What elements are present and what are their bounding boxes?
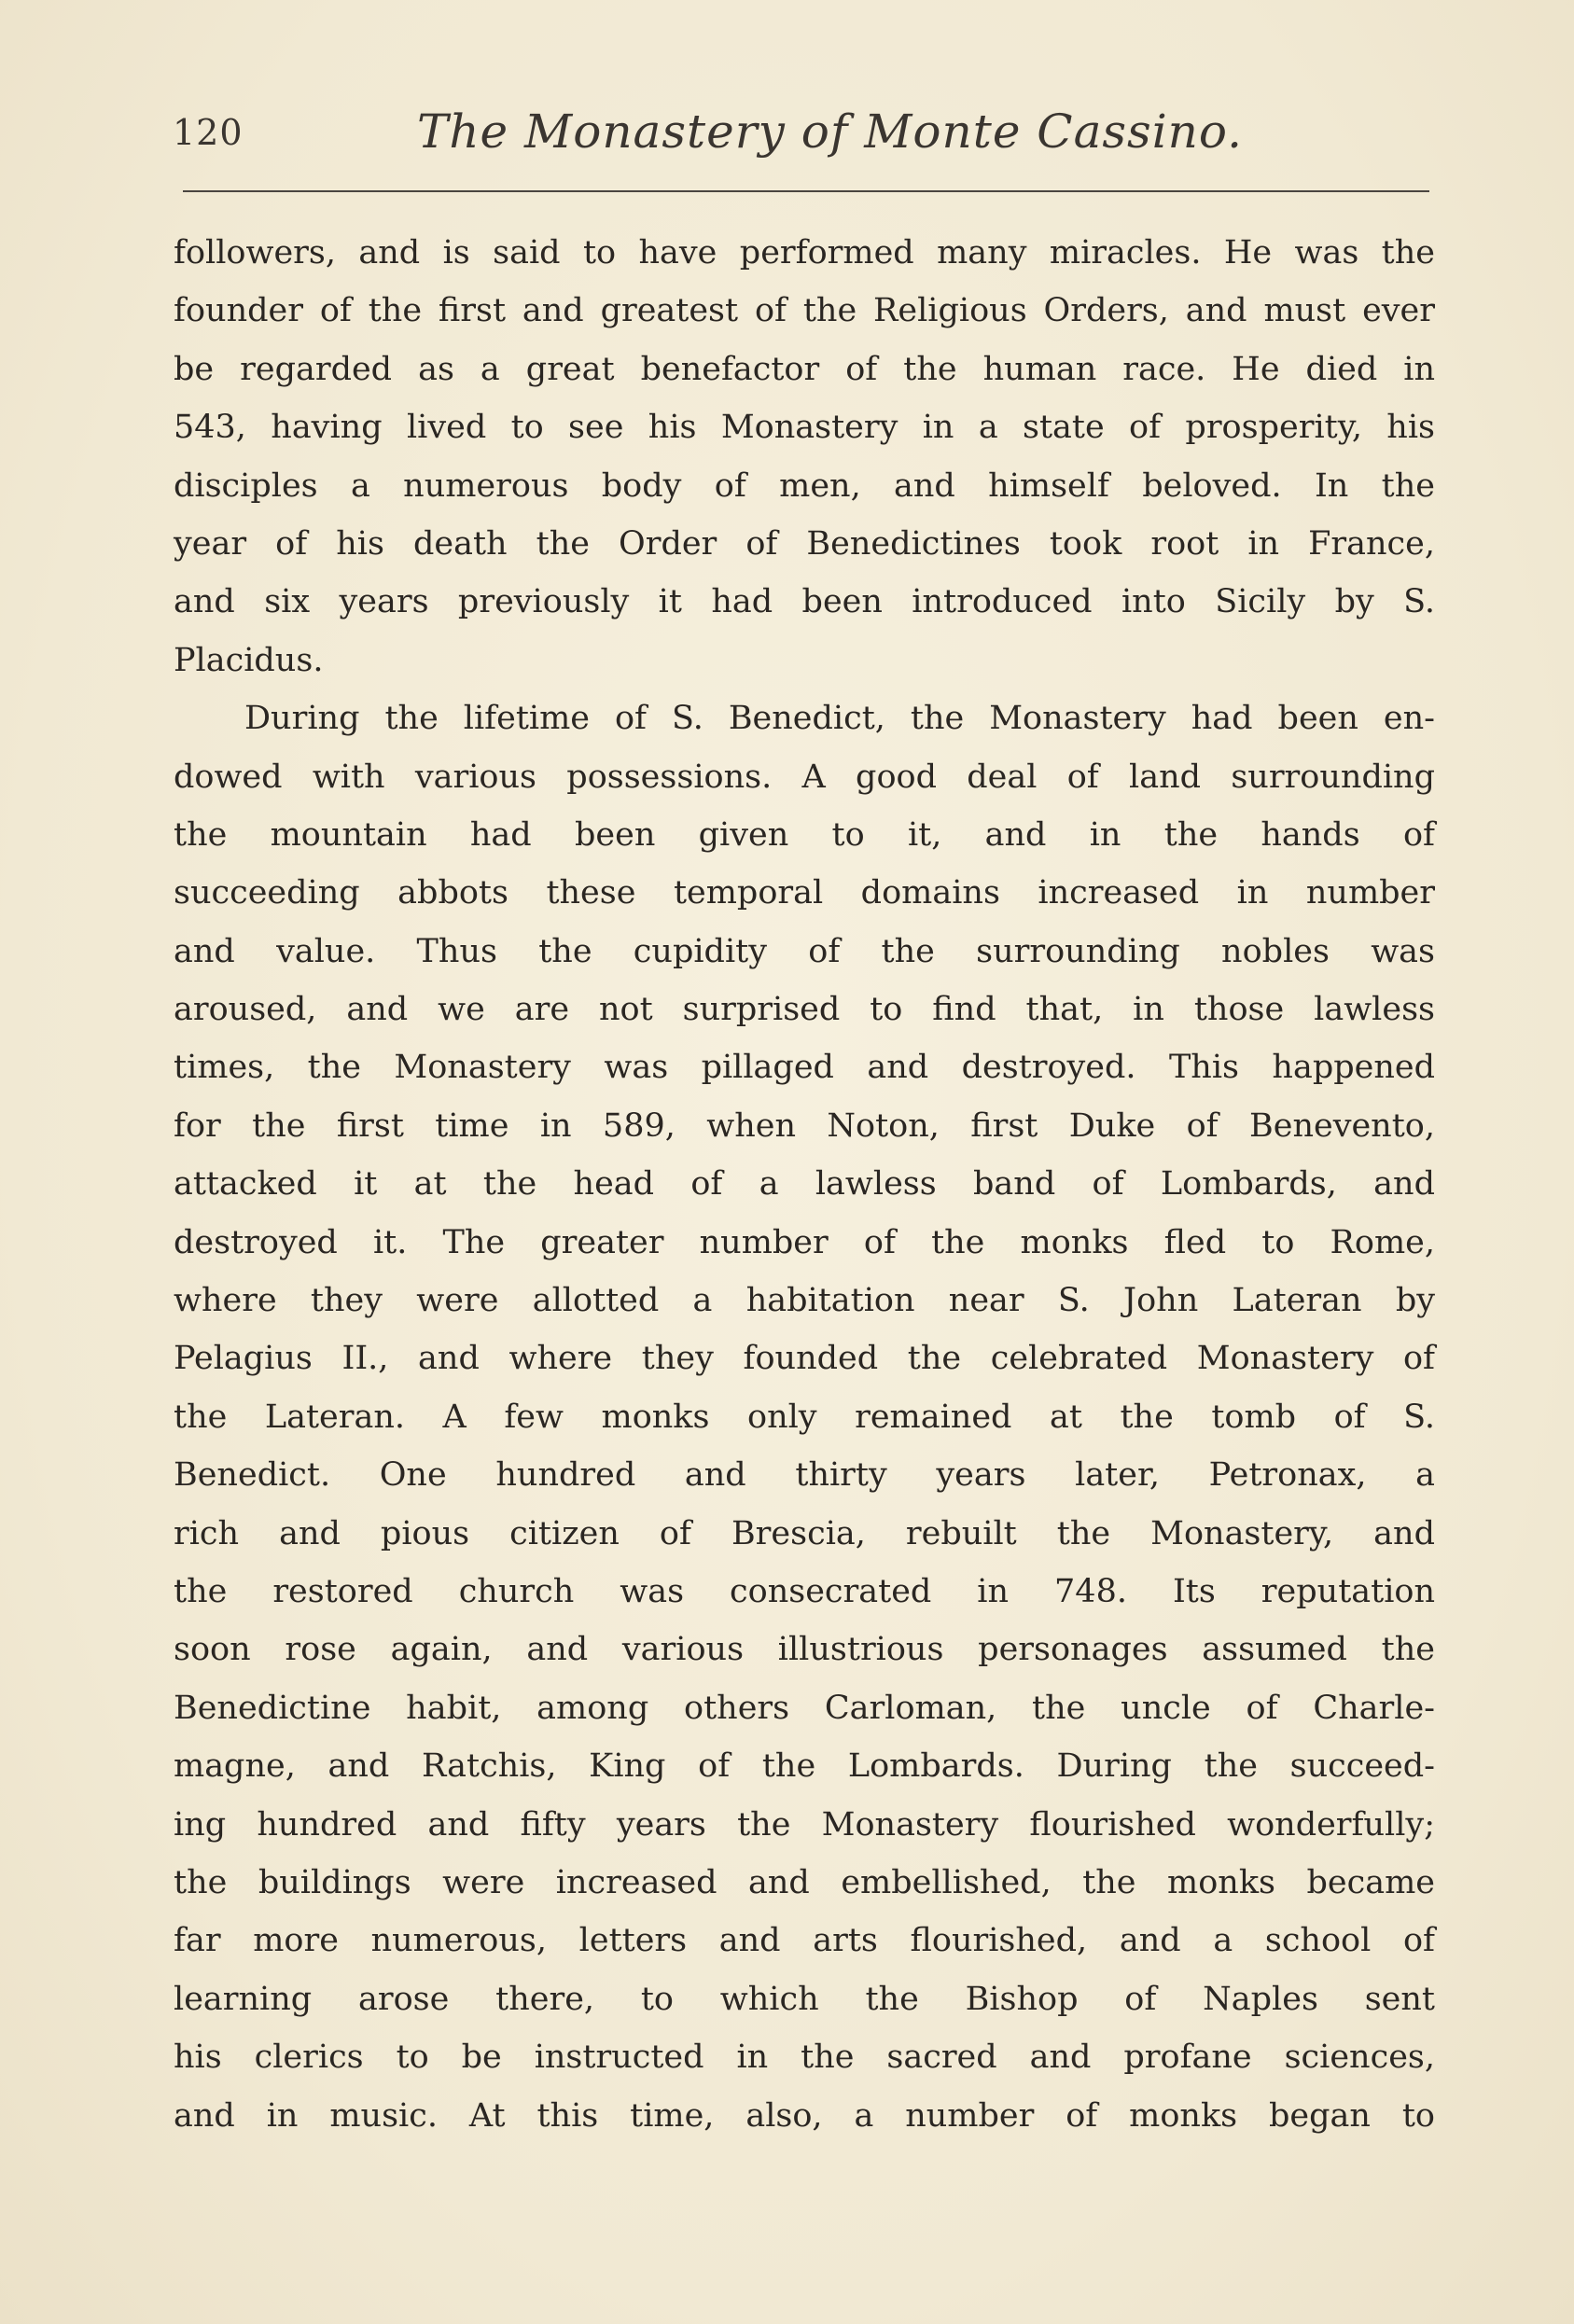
text-line: rich and pious citizen of Brescia, rebuilt the Monastery, and <box>174 1514 1435 1552</box>
text-line: Benedict. One hundred and thirty years later, Petronax, a <box>174 1456 1435 1495</box>
text-line: attacked it at the head of a lawless band of Lombards, and <box>174 1165 1435 1204</box>
text-line: followers, and is said to have performed many miracles. He was the <box>174 234 1435 271</box>
text-line: succeeding abbots these temporal domains increased in number <box>174 874 1435 912</box>
header-rule <box>183 190 1429 192</box>
text-line: soon rose again, and various illustrious personages assumed the <box>174 1631 1435 1669</box>
paragraph-start-line: During the lifetime of S. Benedict, the Monastery had been en- <box>244 700 1435 738</box>
text-line: founder of the first and greatest of the Religious Orders, and must ever <box>174 292 1435 330</box>
text-line: for the first time in 589, when Noton, first Duke of Benevento, <box>174 1106 1435 1145</box>
text-line: year of his death the Order of Benedictines took root in France, <box>174 524 1435 563</box>
text-line: times, the Monastery was pillaged and destroyed. This happened <box>174 1049 1435 1087</box>
text-line: Placidus. <box>174 641 324 679</box>
running-title: The Monastery of Monte Cassino. <box>417 104 1244 159</box>
text-line: be regarded as a great benefactor of the human race. He died in <box>174 350 1435 388</box>
text-line: and six years previously it had been introduced into Sicily by S. <box>174 583 1435 621</box>
text-line: dowed with various possessions. A good deal of land surrounding <box>174 758 1435 796</box>
text-line: Benedictine habit, among others Carloman, the uncle of Charle- <box>174 1689 1435 1727</box>
text-line: disciples a numerous body of men, and himself beloved. In the <box>174 466 1435 505</box>
text-line: far more numerous, letters and arts flourished, and a school of <box>174 1922 1435 1960</box>
page-number: 120 <box>173 112 244 153</box>
text-line: the Lateran. A few monks only remained at the tomb of S. <box>174 1398 1435 1436</box>
text-line: the mountain had been given to it, and in the hands of <box>174 815 1435 854</box>
text-line: magne, and Ratchis, King of the Lombards. During the succeed- <box>174 1747 1435 1786</box>
text-line: learning arose there, to which the Bishop of Naples sent <box>174 1980 1435 2018</box>
text-line: the buildings were increased and embellished, the monks became <box>174 1863 1435 1901</box>
body-text <box>174 224 1435 2145</box>
text-line: the restored church was consecrated in 748. Its reputation <box>174 1572 1435 1610</box>
text-line: and in music. At this time, also, a number of monks began to <box>174 2096 1435 2135</box>
text-line: aroused, and we are not surprised to find that, in those lawless <box>174 991 1435 1029</box>
text-line: 543, having lived to see his Monastery in a state of prosperity, his <box>174 409 1435 447</box>
text-line: and value. Thus the cupidity of the surrounding nobles was <box>174 932 1435 970</box>
text-line: destroyed it. The greater number of the monks fled to Rome, <box>174 1223 1435 1261</box>
text-line: Pelagius II., and where they founded the celebrated Monastery of <box>174 1340 1435 1378</box>
text-line: where they were allotted a habitation near S. John Lateran by <box>174 1282 1435 1320</box>
text-line: his clerics to be instructed in the sacred and profane sciences, <box>174 2039 1435 2077</box>
text-line: ing hundred and fifty years the Monastery flourished wonderfully; <box>174 1805 1435 1844</box>
page-header <box>173 104 1434 179</box>
